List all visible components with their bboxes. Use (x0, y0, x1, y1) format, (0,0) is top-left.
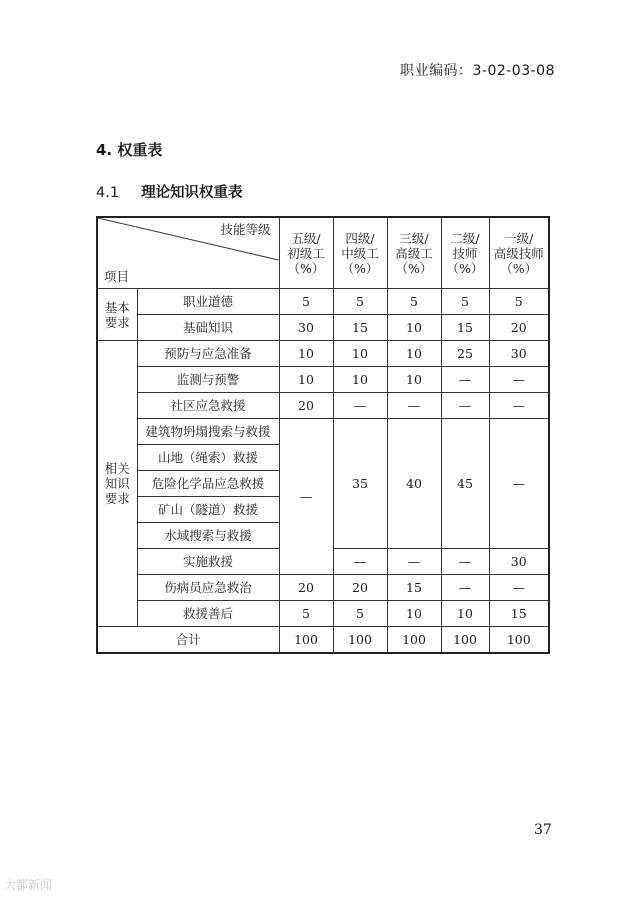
row-label: 职业道德 (137, 289, 279, 315)
cell-value: — (489, 575, 549, 601)
total-row (97, 627, 549, 654)
cell-value: 30 (489, 341, 549, 367)
cell-value: 15 (333, 315, 387, 341)
cell-value: 5 (279, 289, 333, 315)
row-label: 危险化学品应急救援 (137, 471, 279, 497)
group-related-label: 相关 知识 要求 (97, 341, 137, 627)
row-label: 水域搜索与救援 (137, 523, 279, 549)
row-label: 预防与应急准备 (137, 341, 279, 367)
table-row (97, 575, 549, 601)
group-basic-label: 基本 要求 (97, 289, 137, 341)
subsection-number: 4.1 (96, 185, 120, 201)
weight-table (96, 216, 550, 654)
total-value: 100 (387, 627, 441, 654)
corner-cell (97, 217, 279, 289)
cell-value: — (333, 549, 387, 575)
cell-value: 20 (279, 575, 333, 601)
row-label: 社区应急救援 (137, 393, 279, 419)
cell-value: 10 (387, 341, 441, 367)
cell-value: 5 (333, 601, 387, 627)
column-header-level3: 三级/ 高级工 （%） (387, 217, 441, 289)
cell-value: — (333, 393, 387, 419)
column-header-level1: 一级/ 高级技师 （%） (489, 217, 549, 289)
cell-value: 15 (489, 601, 549, 627)
cell-value: 5 (279, 601, 333, 627)
row-label: 救援善后 (137, 601, 279, 627)
cell-value: 10 (387, 315, 441, 341)
cell-value: — (441, 575, 489, 601)
cell-value: 10 (333, 341, 387, 367)
cell-value: 15 (441, 315, 489, 341)
merged-cell-level5: — (279, 419, 333, 575)
table-header-row (97, 217, 549, 289)
row-label: 矿山（隧道）救援 (137, 497, 279, 523)
total-value: 100 (441, 627, 489, 654)
table-row (97, 419, 549, 445)
cell-value: 5 (441, 289, 489, 315)
table-row (97, 601, 549, 627)
table-row (97, 289, 549, 315)
merged-cell-level3: 40 (387, 419, 441, 549)
cell-value: 10 (387, 601, 441, 627)
table-row (97, 341, 549, 367)
cell-value: 20 (333, 575, 387, 601)
cell-value: — (441, 393, 489, 419)
row-label: 监测与预警 (137, 367, 279, 393)
cell-value: 10 (441, 601, 489, 627)
table-row (97, 315, 549, 341)
occupation-code: 职业编码：3-02-03-08 (399, 63, 555, 79)
merged-cell-level1: — (489, 419, 549, 549)
cell-value: 5 (489, 289, 549, 315)
cell-value: 20 (489, 315, 549, 341)
watermark: 大都新闻 (4, 878, 53, 892)
total-value: 100 (279, 627, 333, 654)
cell-value: 25 (441, 341, 489, 367)
subsection-heading (96, 181, 243, 202)
cell-value: — (441, 367, 489, 393)
table-row (97, 393, 549, 419)
corner-top-label: 技能等级 (220, 222, 271, 237)
table-row (97, 367, 549, 393)
cell-value: — (441, 549, 489, 575)
cell-value: — (489, 367, 549, 393)
cell-value: 10 (333, 367, 387, 393)
cell-value: — (387, 393, 441, 419)
cell-value: 10 (387, 367, 441, 393)
row-label: 基础知识 (137, 315, 279, 341)
row-label: 建筑物坍塌搜索与救援 (137, 419, 279, 445)
cell-value: — (387, 549, 441, 575)
total-value: 100 (489, 627, 549, 654)
total-label: 合计 (97, 627, 279, 654)
cell-value: 30 (489, 549, 549, 575)
column-header-level2: 二级/ 技师 （%） (441, 217, 489, 289)
cell-value: 10 (279, 341, 333, 367)
cell-value: — (489, 393, 549, 419)
column-header-level4: 四级/ 中级工 （%） (333, 217, 387, 289)
cell-value: 30 (279, 315, 333, 341)
merged-cell-level2: 45 (441, 419, 489, 549)
cell-value: 5 (333, 289, 387, 315)
row-label: 山地（绳索）救援 (137, 445, 279, 471)
column-header-level5: 五级/ 初级工 （%） (279, 217, 333, 289)
page-number: 37 (534, 822, 552, 838)
row-label: 伤病员应急救治 (137, 575, 279, 601)
cell-value: 5 (387, 289, 441, 315)
cell-value: 10 (279, 367, 333, 393)
total-value: 100 (333, 627, 387, 654)
row-label: 实施救援 (137, 549, 279, 575)
cell-value: 15 (387, 575, 441, 601)
merged-cell-level4: 35 (333, 419, 387, 549)
corner-bottom-label: 项目 (104, 269, 130, 284)
section-heading: 4. 权重表 (96, 141, 163, 159)
subsection-title: 理论知识权重表 (141, 185, 243, 201)
cell-value: 20 (279, 393, 333, 419)
